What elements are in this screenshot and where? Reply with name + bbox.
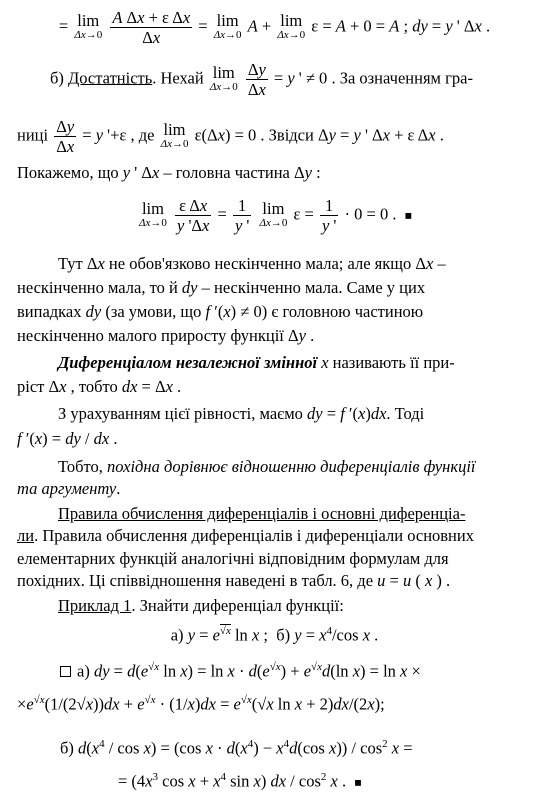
para-tut: Тут Δx не обов'язково нескінченно мала; але якщо Δx –	[58, 254, 446, 273]
differential-def-2: ріст Δx , тобто dx = Δx .	[17, 377, 182, 396]
solution-a-2: $\times e^{√x}(1/(2√x))dx + e^{√x} \cdot (1/x)dx = e^{√x}(√x$ ln x + 2)dx/(2x);	[17, 694, 385, 714]
differential-def: Диференціалом незалежної змінної x називають її при-	[58, 353, 455, 372]
conclusion-2: та аргументу.	[17, 479, 121, 498]
limit-line: ниці $\frac{\Delta y}{\Delta x}$ = y '+ε , де lim Δx→0 ε(Δx) = 0 . Звідси Δy = y ' Δx + ε Δx .	[17, 117, 444, 156]
with-equality: З урахуванням цієї рівності, маємо dy = f ′(x)dx. Тоді	[58, 404, 425, 423]
solution-b-1: б) $d(x^4 / \cos x) = (\cos$ $x \cdot d(x^4) - x^4d(\cos$ $x)) / \cos^2 x$ =	[60, 738, 413, 758]
rules-heading: Правила обчислення диференціалів і основні диференціа-	[58, 504, 466, 523]
example-heading: Приклад 1. Знайти диференціал функції:	[58, 596, 344, 615]
show-line: Покажемо, що y ' Δx – головна частина Δy :	[17, 163, 321, 182]
sufficiency-line: б) Достатність. Нехай lim Δx→0 $\frac{\Delta y}{\Delta x}$ = y ' ≠ 0 . За означенням гра-	[50, 60, 473, 99]
rules-text-1: ли. Правила обчислення диференціалів і диференціали основних	[17, 526, 474, 545]
rules-text-3: похідних. Ці співвідношення наведені в табл. 6, де u = u ( x ) .	[17, 571, 451, 590]
solution-a-1: а) dy = $d(e^{√x}$ $\ln x) = \ln x \cdot d(e^{√x}) + e^{√x}d(\ln$ x) = ln x ×	[60, 656, 529, 683]
formula-line-2: lim Δx→0 $\frac{\text{ε Δx}}{y '\Delta x}$ = $\frac{1}{y '}$ lim Δx→0 ε = $\frac{1}{y '}$ · 0 = 0 . ■	[139, 196, 412, 235]
solution-b-2: = ($4x^3$ $\cos x + x^4$ sin x) dx / $\cos^2 x$ . ■	[118, 771, 362, 791]
para-tut-3: випадках dy (за умови, що f ′(x) ≠ 0) є головною частиною	[17, 302, 424, 321]
rules-text-2: елементарних функцій аналогічні відповідним формулам для	[17, 549, 449, 568]
solution-marker-icon	[60, 666, 71, 677]
derivative-ratio: f ′(x) = dy / dx .	[17, 429, 118, 448]
formula-line-1: = lim Δx→0 $\frac{\text{A Δx + ε Δx}}{\Delta x}$ = lim Δx→0 A + lim Δx→0 ε = A + 0 = A ; dy = y ' Δx .	[58, 8, 491, 47]
para-tut-2: нескінченно мала, то й dy – нескінченно мала. Саме у цих	[17, 278, 426, 297]
example-functions: а) $y = e^{√x}$ ln x ; б) $y = x^4/\cos$ x .	[170, 625, 379, 645]
para-tut-4: нескінченно малого приросту функції Δy .	[17, 326, 315, 345]
conclusion: Тобто, похідна дорівнює відношенню диференціалів функції	[58, 457, 476, 476]
